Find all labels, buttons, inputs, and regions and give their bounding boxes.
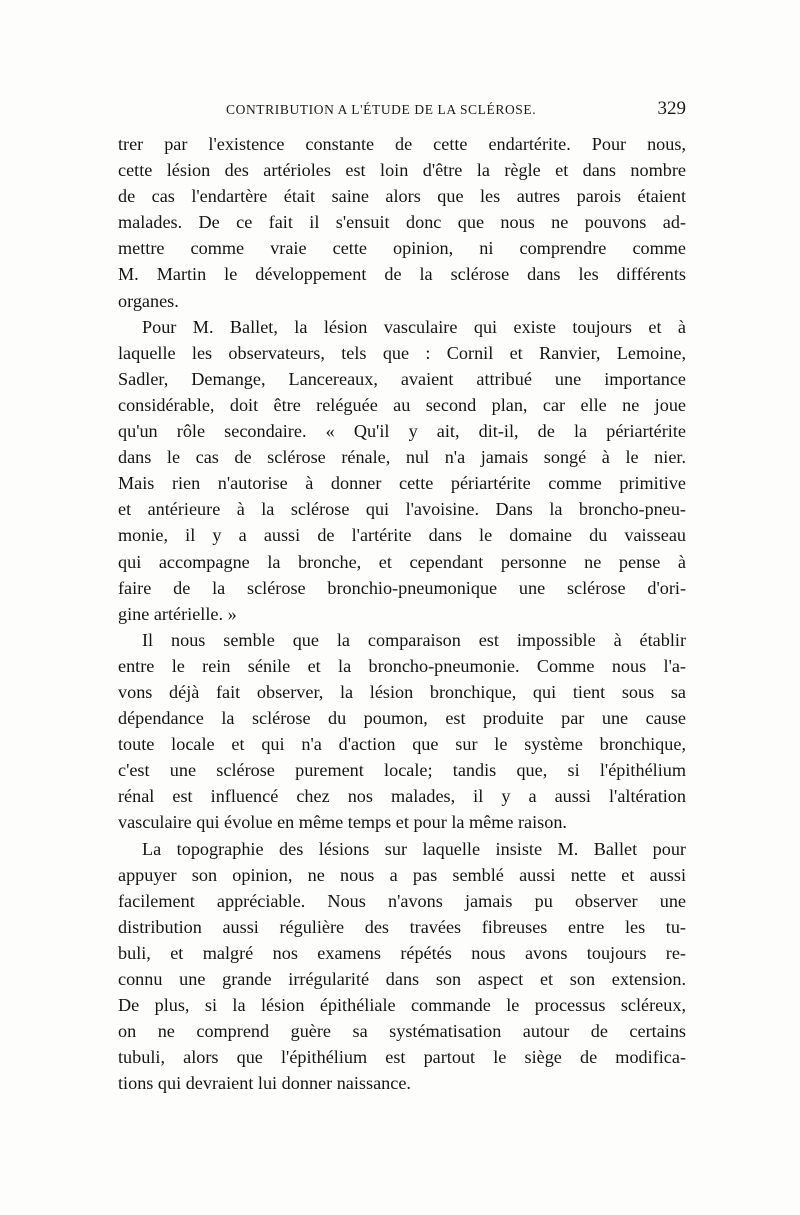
text-line: buli, et malgré nos examens répétés nous avons toujours re- bbox=[118, 942, 686, 963]
text-line: de cas l'endartère était saine alors que les autres parois étaient bbox=[118, 186, 686, 207]
body-text bbox=[118, 131, 686, 1096]
text-line: Pour M. Ballet, la lésion vasculaire qui existe toujours et à bbox=[142, 316, 686, 337]
text-line: qu'un rôle secondaire. « Qu'il y ait, dit-il, de la périartérite bbox=[118, 421, 686, 442]
text-line: facilement appréciable. Nous n'avons jamais pu observer une bbox=[118, 890, 686, 911]
text-line: considérable, doit être reléguée au second plan, car elle ne joue bbox=[118, 394, 686, 415]
text-line: toute locale et qui n'a d'action que sur le système bronchique, bbox=[118, 734, 686, 755]
text-line: faire de la sclérose bronchio-pneumonique une sclérose d'ori- bbox=[118, 577, 686, 598]
text-line: entre le rein sénile et la broncho-pneumonie. Comme nous l'a- bbox=[118, 655, 686, 676]
text-line: M. Martin le développement de la sclérose dans les différents bbox=[118, 264, 686, 285]
text-line: Il nous semble que la comparaison est impossible à établir bbox=[142, 629, 686, 650]
text-line: Mais rien n'autorise à donner cette périartérite comme primitive bbox=[118, 473, 686, 494]
text-line: appuyer son opinion, ne nous a pas semblé aussi nette et aussi bbox=[118, 864, 686, 885]
text-line: organes. bbox=[118, 290, 179, 311]
text-line: mettre comme vraie cette opinion, ni comprendre comme bbox=[118, 238, 686, 259]
page-header bbox=[118, 98, 686, 124]
text-line: De plus, si la lésion épithéliale commande le processus scléreux, bbox=[118, 995, 686, 1016]
page-number: 329 bbox=[657, 98, 686, 119]
paragraph bbox=[118, 627, 686, 836]
text-line: connu une grande irrégularité dans son aspect et son extension. bbox=[118, 969, 686, 989]
text-line: et antérieure à la sclérose qui l'avoisine. Dans la broncho-pneu- bbox=[118, 499, 686, 520]
text-line: La topographie des lésions sur laquelle insiste M. Ballet pour bbox=[142, 838, 686, 859]
text-line: vasculaire qui évolue en même temps et pour la même raison. bbox=[118, 812, 567, 833]
text-line: malades. De ce fait il s'ensuit donc que nous ne pouvons ad- bbox=[118, 212, 686, 233]
text-line: gine artérielle. » bbox=[118, 603, 237, 624]
paragraph bbox=[118, 836, 686, 1097]
text-line: tubuli, alors que l'épithélium est partout le siège de modifica- bbox=[118, 1047, 686, 1068]
text-line: vons déjà fait observer, la lésion bronchique, qui tient sous sa bbox=[118, 681, 686, 702]
text-line: tions qui devraient lui donner naissance. bbox=[118, 1073, 411, 1094]
text-line: c'est une sclérose purement locale; tandis que, si l'épithélium bbox=[118, 760, 686, 781]
text-line: rénal est influencé chez nos malades, il y a aussi l'altération bbox=[118, 786, 686, 807]
text-line: on ne comprend guère sa systématisation autour de certains bbox=[118, 1021, 686, 1042]
text-line: dépendance la sclérose du poumon, est produite par une cause bbox=[118, 708, 686, 729]
paragraph bbox=[118, 314, 686, 627]
text-line: monie, il y a aussi de l'artérite dans le domaine du vaisseau bbox=[118, 525, 686, 546]
text-line: Sadler, Demange, Lancereaux, avaient attribué une importance bbox=[118, 368, 686, 389]
running-head: CONTRIBUTION A L'ÉTUDE DE LA SCLÉROSE. bbox=[226, 102, 537, 117]
text-line: trer par l'existence constante de cette endartérite. Pour nous, bbox=[118, 134, 686, 154]
text-line: dans le cas de sclérose rénale, nul n'a jamais songé à le nier. bbox=[118, 447, 686, 468]
text-line: cette lésion des artérioles est loin d'être la règle et dans nombre bbox=[118, 160, 686, 181]
text-line: laquelle les observateurs, tels que : Cornil et Ranvier, Lemoine, bbox=[118, 342, 686, 363]
text-line: qui accompagne la bronche, et cependant personne ne pense à bbox=[118, 551, 686, 572]
text-line: distribution aussi régulière des travées fibreuses entre les tu- bbox=[118, 916, 686, 937]
paragraph bbox=[118, 131, 686, 314]
